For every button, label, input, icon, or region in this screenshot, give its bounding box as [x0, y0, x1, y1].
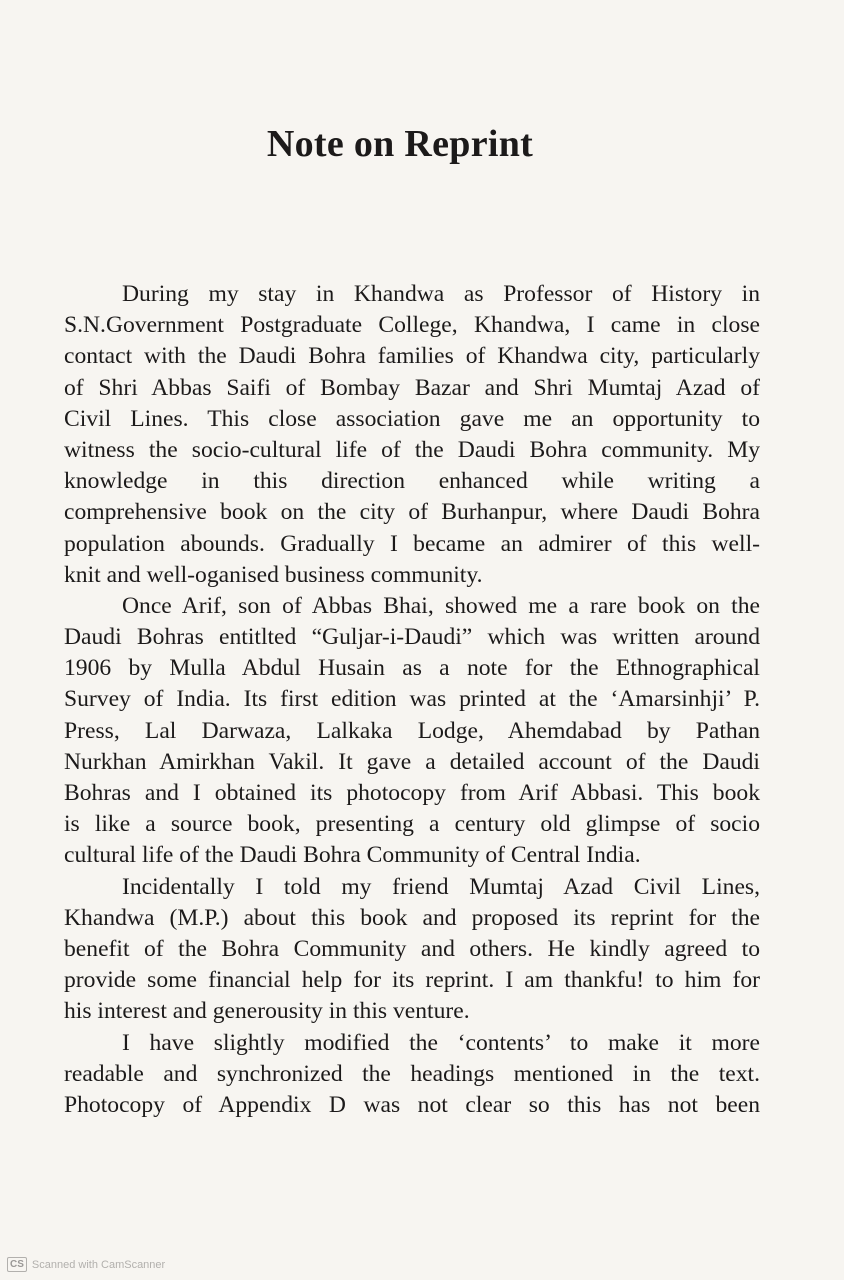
text-line: knowledge in this direction enhanced while writing a — [64, 468, 760, 495]
body-text — [64, 279, 760, 1121]
text-line: Press, Lal Darwaza, Lalkaka Lodge, Ahemdabad by Pathan — [64, 717, 760, 744]
text-line: Bohras and I obtained its photocopy from Arif Abbasi. This book — [64, 780, 760, 806]
text-line: provide some financial help for its reprint. I am thankfu! to him for — [64, 967, 760, 994]
text-line: benefit of the Bohra Community and others. He kindly agreed to — [64, 935, 760, 962]
text-line: Once Arif, son of Abbas Bhai, showed me a rare book on the — [122, 592, 760, 619]
text-line: Civil Lines. This close association gave me an opportunity to — [64, 405, 760, 432]
text-line: Khandwa (M.P.) about this book and proposed its reprint for the — [64, 904, 760, 931]
text-line: contact with the Daudi Bohra families of Khandwa city, particularly — [64, 343, 760, 370]
text-line: comprehensive book on the city of Burhanpur, where Daudi Bohra — [64, 499, 760, 526]
scanner-watermark-text: Scanned with CamScanner — [31, 1258, 166, 1271]
text-line: Survey of India. Its first edition was printed at the ‘Amarsinhji’ P. — [64, 686, 760, 713]
scanner-watermark — [7, 1257, 165, 1272]
camscanner-logo-icon: CS — [7, 1257, 27, 1272]
text-line: witness the socio-cultural life of the Daudi Bohra community. My — [64, 436, 760, 463]
text-line: Nurkhan Amirkhan Vakil. It gave a detailed account of the Daudi — [64, 748, 760, 775]
text-line: S.N.Government Postgraduate College, Khandwa, I came in close — [64, 312, 760, 339]
text-line: readable and synchronized the headings mentioned in the text. — [64, 1060, 760, 1087]
text-line: cultural life of the Daudi Bohra Community of Central India. — [64, 842, 641, 869]
text-line: of Shri Abbas Saifi of Bombay Bazar and Shri Mumtaj Azad of — [64, 374, 760, 401]
text-line: During my stay in Khandwa as Professor of History in — [122, 281, 760, 307]
text-line: is like a source book, presenting a century old glimpse of socio — [64, 811, 760, 838]
text-line: Photocopy of Appendix D was not clear so this has not been — [64, 1091, 760, 1118]
page-title: Note on Reprint — [266, 123, 534, 165]
text-line: knit and well-oganised business community. — [64, 561, 483, 588]
text-line: population abounds. Gradually I became an admirer of this well- — [64, 530, 760, 557]
text-line: 1906 by Mulla Abdul Husain as a note for the Ethnographical — [64, 655, 760, 682]
text-line: I have slightly modified the ‘contents’ to make it more — [122, 1029, 760, 1056]
text-line: Incidentally I told my friend Mumtaj Azad Civil Lines, — [122, 873, 760, 900]
text-line: Daudi Bohras entitlted “Guljar-i-Daudi” which was written around — [64, 624, 760, 651]
text-line: his interest and generousity in this venture. — [64, 998, 470, 1025]
